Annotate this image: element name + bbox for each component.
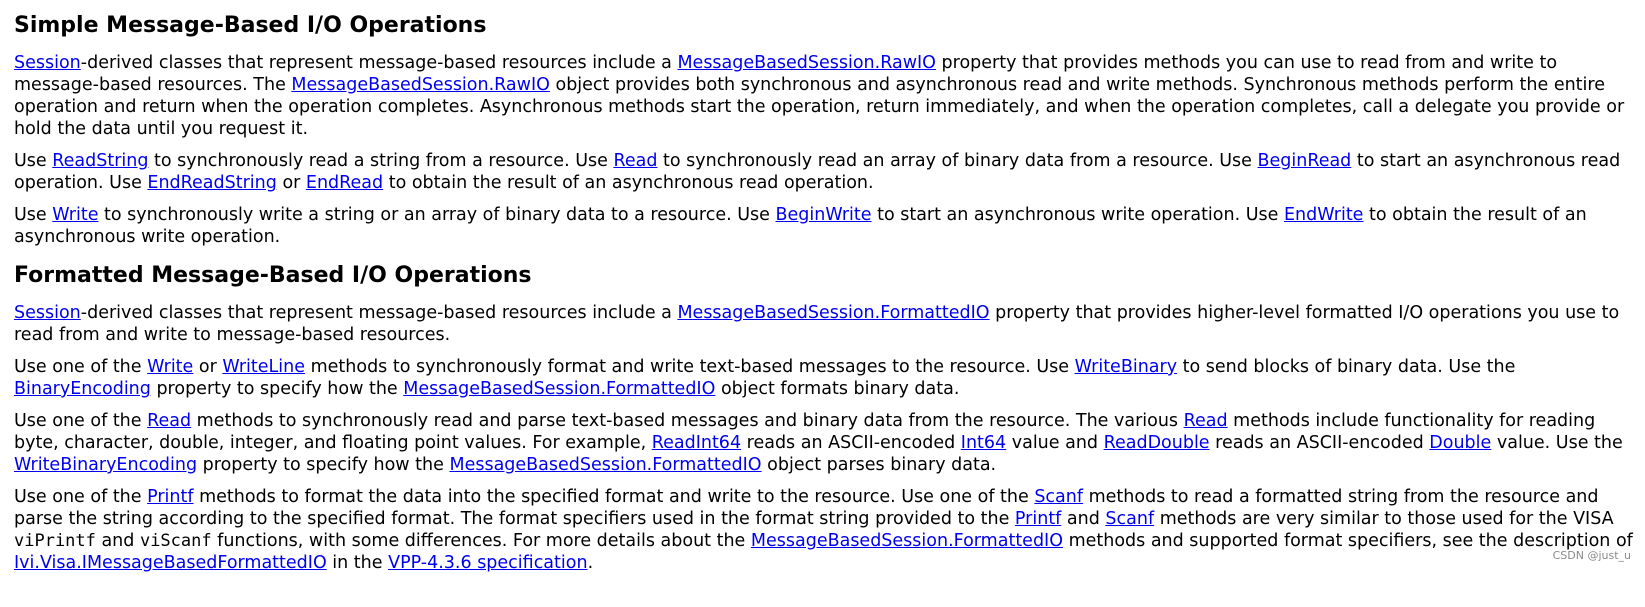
link-read-methods[interactable]: Read <box>1183 411 1228 431</box>
link-ivi-imessagebasedformattedio[interactable]: Ivi.Visa.IMessageBasedFormattedIO <box>14 553 327 573</box>
link-printf[interactable]: Printf <box>1014 509 1062 529</box>
paragraph-simple-write: Use Write to synchronously write a string or an array of binary data to a resource. Use BeginWrite to start an asynchronous write operation. Use EndWrite to obtain the result of an asynchronous write operation. <box>14 205 1587 247</box>
link-write[interactable]: Write <box>52 205 99 225</box>
link-endwrite[interactable]: EndWrite <box>1283 205 1364 225</box>
link-writeline[interactable]: WriteLine <box>222 357 306 377</box>
link-read[interactable]: Read <box>147 411 192 431</box>
link-endread[interactable]: EndRead <box>305 173 384 193</box>
link-vpp-specification[interactable]: VPP-4.3.6 specification <box>388 553 588 573</box>
link-formattedio[interactable]: MessageBasedSession.FormattedIO <box>750 531 1063 551</box>
paragraph-formatted-printf-scanf: Use one of the Printf methods to format the data into the specified format and write to the resource. Use one of the Scanf methods to read a formatted string from the resource and parse the string according to the specified format. The format specifiers used in the format string provided to the Printf and Scanf methods are very similar to those used for the VISA viPrintf and viScanf functions, with some differences. For more details about the MessageBasedSession.FormattedIO methods and supported format specifiers, see the description of Ivi.Visa.IMessageBasedFormattedIO in the VPP-4.3.6 specification. <box>14 487 1633 573</box>
link-scanf[interactable]: Scanf <box>1034 487 1084 507</box>
link-formattedio[interactable]: MessageBasedSession.FormattedIO <box>677 303 990 323</box>
link-readdouble[interactable]: ReadDouble <box>1103 433 1210 453</box>
link-readstring[interactable]: ReadString <box>52 151 149 171</box>
paragraph-formatted-read: Use one of the Read methods to synchronously read and parse text-based messages and binary data from the resource. The various Read methods include functionality for reading byte, character, double, integer, and floating point values. For example, ReadInt64 reads an ASCII-encoded Int64 value and ReadDouble reads an ASCII-encoded Double value. Use the WriteBinaryEncoding property to specify how the MessageBasedSession.FormattedIO object parses binary data. <box>14 411 1623 475</box>
link-formattedio[interactable]: MessageBasedSession.FormattedIO <box>403 379 716 399</box>
link-session[interactable]: Session <box>14 53 81 73</box>
link-write[interactable]: Write <box>147 357 194 377</box>
link-session[interactable]: Session <box>14 303 81 323</box>
link-writebinary[interactable]: WriteBinary <box>1074 357 1178 377</box>
code-viscanf: viScanf <box>139 531 212 551</box>
link-rawio-object[interactable]: MessageBasedSession.RawIO <box>291 75 550 95</box>
link-writebinaryencoding[interactable]: WriteBinaryEncoding <box>14 455 198 475</box>
paragraph-formatted-intro: Session-derived classes that represent message-based resources include a MessageBasedSession.FormattedIO property that provides higher-level formatted I/O operations you use to read from and write to message-based resources. <box>14 303 1620 345</box>
link-beginwrite[interactable]: BeginWrite <box>775 205 872 225</box>
link-formattedio[interactable]: MessageBasedSession.FormattedIO <box>449 455 762 475</box>
link-endreadstring[interactable]: EndReadString <box>147 173 277 193</box>
section-title-formatted-io: Formatted Message-Based I/O Operations <box>14 263 532 288</box>
link-rawio[interactable]: MessageBasedSession.RawIO <box>677 53 936 73</box>
link-binaryencoding[interactable]: BinaryEncoding <box>14 379 151 399</box>
section-title-simple-io: Simple Message-Based I/O Operations <box>14 13 487 38</box>
paragraph-formatted-write: Use one of the Write or WriteLine methods to synchronously format and write text-based messages to the resource. Use WriteBinary to send blocks of binary data. Use the BinaryEncoding property to specify how the MessageBasedSession.FormattedIO object formats binary data. <box>14 357 1516 399</box>
paragraph-simple-read: Use ReadString to synchronously read a string from a resource. Use Read to synchronously read an array of binary data from a resource. Use BeginRead to start an asynchronous read operation. Use EndReadString or EndRead to obtain the result of an asynchronous read operation. <box>14 151 1621 193</box>
link-beginread[interactable]: BeginRead <box>1257 151 1352 171</box>
link-int64[interactable]: Int64 <box>960 433 1007 453</box>
paragraph-simple-intro: Session-derived classes that represent message-based resources include a MessageBasedSession.RawIO property that provides methods you can use to read from and write to message-based resources. The MessageBasedSession.RawIO object provides both synchronous and asynchronous read and write methods. Synchronous methods perform the entire operation and return when the operation completes. Asynchronous methods start the operation, return immediately, and when the operation completes, call a delegate you provide or hold the data until you request it. <box>14 53 1625 139</box>
document-body <box>14 12 1634 584</box>
watermark-text: CSDN @just_u <box>1552 549 1631 562</box>
link-readint64[interactable]: ReadInt64 <box>651 433 742 453</box>
code-viprintf: viPrintf <box>14 531 96 551</box>
link-scanf[interactable]: Scanf <box>1105 509 1155 529</box>
link-double[interactable]: Double <box>1429 433 1492 453</box>
link-printf[interactable]: Printf <box>147 487 194 507</box>
link-read[interactable]: Read <box>613 151 658 171</box>
